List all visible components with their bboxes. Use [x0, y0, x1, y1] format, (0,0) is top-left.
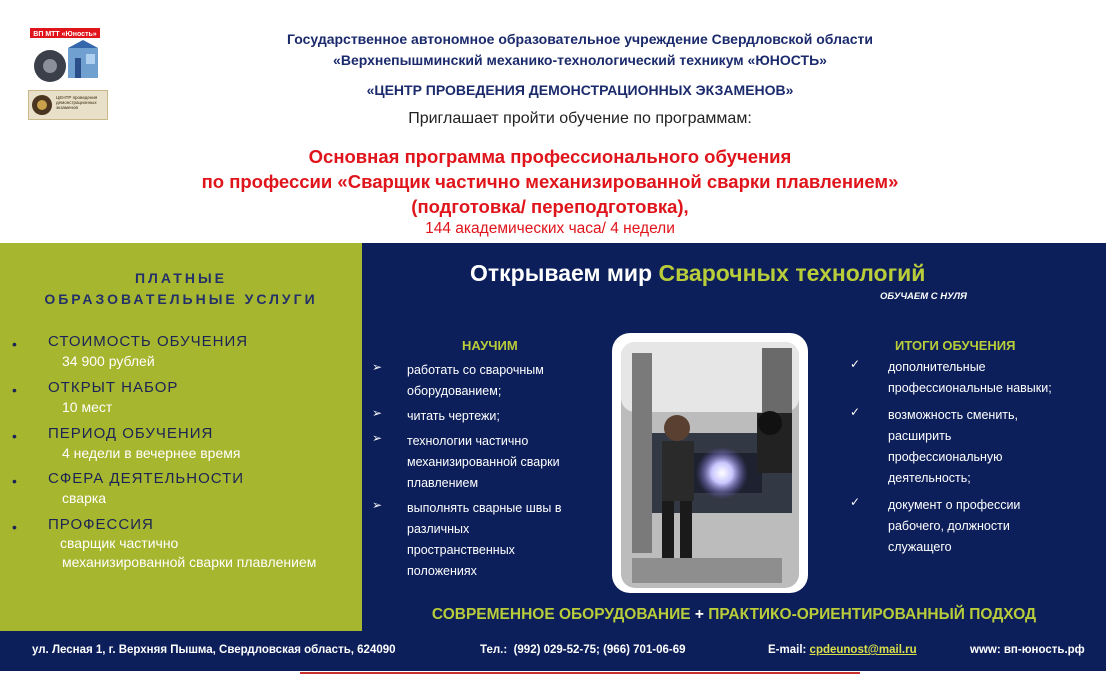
list-item-text: оборудованием; [407, 384, 502, 398]
bullet-icon: • [12, 473, 17, 489]
institution-line1: Государственное автономное образовательное учреждение Свердловской области [286, 31, 873, 47]
bullet-icon: • [12, 382, 17, 398]
teach-title: НАУЧИМ [462, 338, 518, 353]
center-name: «ЦЕНТР ПРОВЕДЕНИЯ ДЕМОНСТРАЦИОННЫХ ЭКЗАМЕНОВ» [366, 82, 794, 98]
list-item [372, 360, 587, 402]
program-title-line3: (подготовка/ переподготовка), [411, 196, 689, 217]
footer-website[interactable]: www: вп-юность.рф [970, 644, 1085, 656]
list-item-text: профессиональную [888, 450, 1003, 464]
list-item-text: работать со сварочным [407, 363, 544, 377]
enrollment-label: ОТКРЫТ НАБОР [48, 379, 179, 396]
list-item-text: плавлением [407, 476, 479, 490]
list-item-text: технологии частично [407, 434, 529, 448]
institution-line2: «Верхнепышминский механико-технологический техникум «ЮНОСТЬ» [333, 52, 827, 68]
bullet-icon: • [12, 336, 17, 352]
slogan-part2: ПРАКТИКО-ОРИЕНТИРОВАННЫЙ ПОДХОД [708, 606, 1037, 623]
paid-services-title-line1: ПЛАТНЫЕ [134, 270, 227, 286]
college-logo [28, 28, 108, 88]
list-item [372, 431, 587, 494]
main-heading [470, 260, 925, 287]
enrollment-value: 10 мест [62, 399, 113, 415]
bullet-icon: • [12, 428, 17, 444]
teach-list [372, 360, 587, 582]
paid-services-title-line2: ОБРАЗОВАТЕЛЬНЫЕ УСЛУГИ [44, 291, 318, 307]
list-item-text: документ о профессии [888, 498, 1021, 512]
field-label: СФЕРА ДЕЯТЕЛЬНОСТИ [48, 470, 245, 487]
cost-value: 34 900 рублей [62, 353, 155, 369]
program-hours: 144 академических часа/ 4 недели [425, 220, 675, 237]
program-title-line2: по профессии «Сварщик частично механизированной сварки плавлением» [201, 171, 899, 192]
main-heading-part1: Открываем мир [470, 260, 659, 286]
invite-text: Приглашает пройти обучение по программам: [408, 110, 752, 127]
footer-email [768, 644, 917, 656]
welding-photo [612, 333, 808, 593]
checkmark-icon: ✓ [850, 405, 861, 419]
list-item [372, 406, 587, 427]
arrow-icon: ➢ [372, 431, 383, 445]
email-link[interactable]: cpdeunost@mail.ru [809, 644, 917, 656]
phone-numbers: (992) 029-52-75; (966) 701-06-69 [513, 644, 686, 656]
slogan-part1: СОВРЕМЕННОЕ ОБОРУДОВАНИЕ [431, 606, 691, 623]
footer-address: ул. Лесная 1, г. Верхняя Пышма, Свердловская область, 624090 [32, 644, 396, 656]
cost-label: СТОИМОСТЬ ОБУЧЕНИЯ [48, 333, 249, 350]
subheading: ОБУЧАЕМ С НУЛЯ [880, 291, 967, 302]
list-item-text: различных [407, 522, 470, 536]
list-item [372, 498, 587, 582]
slogan-plus: + [690, 606, 709, 623]
program-title-line1: Основная программа профессионального обучения [308, 146, 792, 167]
list-item-text: дополнительные [888, 360, 986, 374]
arrow-icon: ➢ [372, 406, 383, 420]
bullet-icon: • [12, 519, 17, 535]
period-value: 4 недели в вечернее время [62, 445, 241, 461]
profession-value-line2: механизированной сварки плавлением [62, 554, 317, 570]
list-item-text: деятельность; [888, 471, 971, 485]
checkmark-icon: ✓ [850, 495, 861, 509]
list-item-text: профессиональные навыки; [888, 381, 1052, 395]
list-item-text: рабочего, должности [888, 519, 1010, 533]
results-list [850, 357, 1090, 558]
footer-divider [300, 672, 860, 674]
field-value: сварка [62, 490, 107, 506]
arrow-icon: ➢ [372, 498, 383, 512]
list-item-text: возможность сменить, [888, 408, 1019, 422]
logo-text: ВП МТТ «Юность» [33, 31, 97, 38]
phone-label: Тел.: [480, 644, 508, 656]
list-item-text: расширить [888, 429, 952, 443]
list-item [850, 495, 1090, 558]
period-label: ПЕРИОД ОБУЧЕНИЯ [48, 425, 214, 442]
profession-value: сварщик частично [60, 535, 179, 551]
list-item-text: положениях [407, 564, 477, 578]
badge-text: ЦЕНТР проведения демонстрационных экзаменов [56, 95, 98, 110]
list-item-text: читать чертежи; [407, 409, 500, 423]
main-heading-accent: Сварочных технологий [658, 260, 926, 286]
email-label: E-mail: [768, 644, 810, 656]
list-item-text: служащего [888, 540, 952, 554]
footer-phones [480, 644, 686, 656]
slogan [362, 606, 1106, 624]
arrow-icon: ➢ [372, 360, 383, 374]
results-title: ИТОГИ ОБУЧЕНИЯ [895, 338, 1016, 353]
list-item-text: механизированной сварки [407, 455, 560, 469]
list-item-text: выполнять сварные швы в [407, 501, 562, 515]
center-badge [28, 90, 108, 120]
profession-label: ПРОФЕССИЯ [48, 516, 154, 533]
checkmark-icon: ✓ [850, 357, 861, 371]
list-item [850, 357, 1090, 399]
list-item-text: пространственных [407, 543, 515, 557]
list-item [850, 405, 1090, 489]
